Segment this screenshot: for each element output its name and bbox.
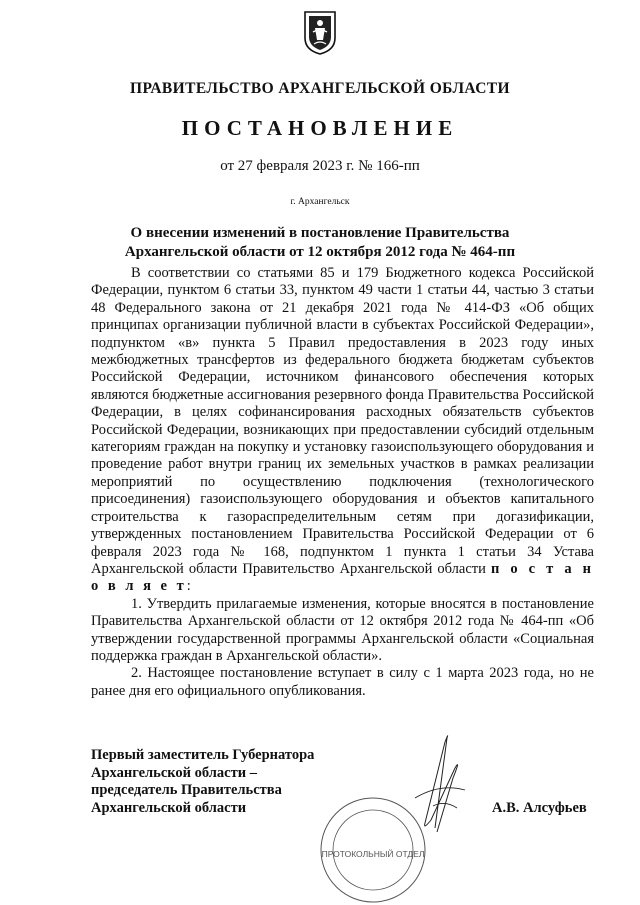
city: г. Архангельск [290,197,350,207]
government-name: ПРАВИТЕЛЬСТВО АРХАНГЕЛЬСКОЙ ОБЛАСТИ [129,80,510,97]
signatory-name: А.В. Алсуфьев [492,800,587,816]
position-line-1: Первый заместитель Губернатора [91,747,315,763]
preamble-paragraph [91,265,594,596]
document-title [80,224,560,262]
position-line-2: Архангельской области – [91,764,257,781]
item-2-paragraph: 2. Настоящее постановление вступает в силу с 1 марта 2023 года, но не ранее дня его официального опубликования. [91,665,594,699]
resolves-colon: : [186,578,191,595]
position-line-4: Архангельской области [91,799,247,816]
coat-of-arms-icon [303,10,337,56]
document-type: ПОСТАНОВЛЕНИЕ [181,116,459,140]
title-line-2: Архангельской области от 12 октября 2012 года № 464-пп [124,244,516,260]
signatory-position [91,747,351,817]
preamble-text: В соответствии со статьями 85 и 179 Бюджетного кодекса Российской Федерации, пунктом 6 статьи 33, пунктом 49 части 1 статьи 44, частью 3 статьи 48 Федерального закона от 21 декабря 2021 года № 414-ФЗ «Об общих принципах организации публичной власти в субъектах Российской Федерации», подпунктом «в» пункта 5 Правил предоставления в 2023 году иных межбюджетных трансфертов из федерального бюджета бюджетам субъектов Российской Федерации, источником финансового обеспечения которых являются бюджетные ассигнования резервного фонда Правительства Российской Федерации, в целях софинансирования расходных обязательств субъектов Российской Федерации, возникающих при предоставлении субсидий отдельным категориям граждан на покупку и установку газоиспользующего оборудования и проведение работ внутри границ их земельных участков в рамках реализации мероприятий по осуществлению подключения (технологического присоединения) газоиспользующего оборудования и объектов капитального строительства к газораспределительным сетям при догазификации, утвержденных постановлением Правительства Российской Федерации от 6 февраля 2023 года № 168, подпунктом 1 пункта 1 статьи 34 Устава Архангельской области Правительство Архангельской области [91,265,594,577]
resolves-word: п о с т а н о в л я е т [91,560,594,595]
item-1-paragraph: 1. Утвердить прилагаемые изменения, которые вносятся в постановление Правительства Архангельской области от 12 октября 2012 года № 464-пп «Об утверждении государственной программы Архангельской области «Социальная поддержка граждан в Архангельской области». [91,595,594,664]
protocol-department-stamp-icon [318,795,428,905]
title-line-1: О внесении изменений в постановление Правительства [130,225,510,241]
position-line-3: председатель Правительства [91,782,282,798]
date-and-number: от 27 февраля 2023 г. № 166-пп [220,158,420,174]
stamp-text: ПРОТОКОЛЬНЫЙ ОТДЕЛ [321,849,425,859]
document-body [91,265,594,700]
